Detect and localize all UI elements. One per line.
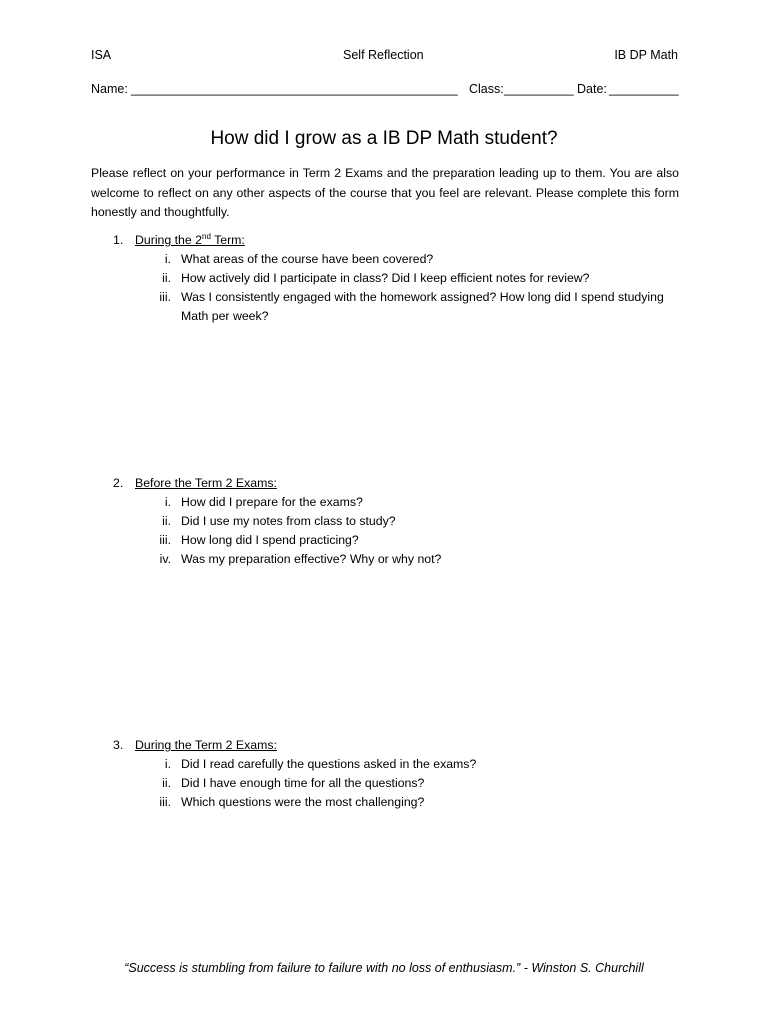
question-text: How actively did I participate in class? Did I keep efficient notes for review? <box>181 271 590 285</box>
question-item <box>113 755 683 774</box>
section-during-exams <box>113 736 683 812</box>
question-text: Was I consistently engaged with the homework assigned? How long did I spend studying Math per week? <box>181 290 664 323</box>
question-text: Did I use my notes from class to study? <box>181 514 396 528</box>
question-number: i. <box>164 757 171 771</box>
question-item <box>113 531 683 550</box>
section-during-term <box>113 231 683 326</box>
question-item <box>113 774 683 793</box>
question-number: ii. <box>162 776 171 790</box>
name-field-line: _______________________________________________ <box>131 82 458 96</box>
question-item <box>113 269 683 288</box>
header-school: ISA <box>91 48 112 62</box>
question-item <box>113 793 683 812</box>
section-number: 3. <box>113 738 124 752</box>
question-number: i. <box>164 252 171 266</box>
question-text: Did I have enough time for all the questions? <box>181 776 425 790</box>
section-number: 1. <box>113 233 124 247</box>
section-title <box>135 231 245 250</box>
question-item <box>113 550 683 569</box>
question-number: iii. <box>159 795 171 809</box>
header-document-type: Self Reflection <box>343 48 424 62</box>
class-label: Class: <box>469 82 504 96</box>
question-text: What areas of the course have been covered? <box>181 252 434 266</box>
question-item <box>113 288 683 326</box>
section-title-superscript: nd <box>202 231 211 241</box>
question-number: iv. <box>159 552 171 566</box>
section-title-suffix: Term: <box>210 233 245 247</box>
section-title: During the Term 2 Exams: <box>135 738 277 752</box>
question-text: Which questions were the most challenging? <box>181 795 425 809</box>
question-item <box>113 512 683 531</box>
section-title: Before the Term 2 Exams: <box>135 476 277 490</box>
question-number: iii. <box>159 290 171 304</box>
section-heading <box>113 474 683 493</box>
section-number: 2. <box>113 476 124 490</box>
section-before-exams <box>113 474 683 569</box>
section-heading <box>113 231 683 250</box>
question-text: Was my preparation effective? Why or why not? <box>181 552 442 566</box>
section-title-text: During the 2 <box>135 233 202 247</box>
question-text: Did I read carefully the questions asked in the exams? <box>181 757 477 771</box>
question-number: iii. <box>159 533 171 547</box>
question-number: ii. <box>162 271 171 285</box>
section-heading <box>113 736 683 755</box>
question-item <box>113 250 683 269</box>
class-field-line: __________ <box>504 82 574 96</box>
question-text: How did I prepare for the exams? <box>181 495 363 509</box>
footer-quote: “Success is stumbling from failure to failure with no loss of enthusiasm.” - Winston S. Churchill <box>124 961 644 975</box>
page-title: How did I grow as a IB DP Math student? <box>210 128 558 149</box>
page-header <box>91 48 678 64</box>
question-number: ii. <box>162 514 171 528</box>
date-field-line: __________ <box>609 82 679 96</box>
date-label: Date: <box>577 82 607 96</box>
name-label: Name: <box>91 82 128 96</box>
question-number: i. <box>164 495 171 509</box>
question-item <box>113 493 683 512</box>
question-text: How long did I spend practicing? <box>181 533 359 547</box>
header-course: IB DP Math <box>614 48 678 62</box>
instructions-paragraph: Please reflect on your performance in Term 2 Exams and the preparation leading up to them. You are also welcome to reflect on any other aspects of the course that you feel are relevant. Please complete this form honestly and thoughtfully. <box>91 166 679 219</box>
